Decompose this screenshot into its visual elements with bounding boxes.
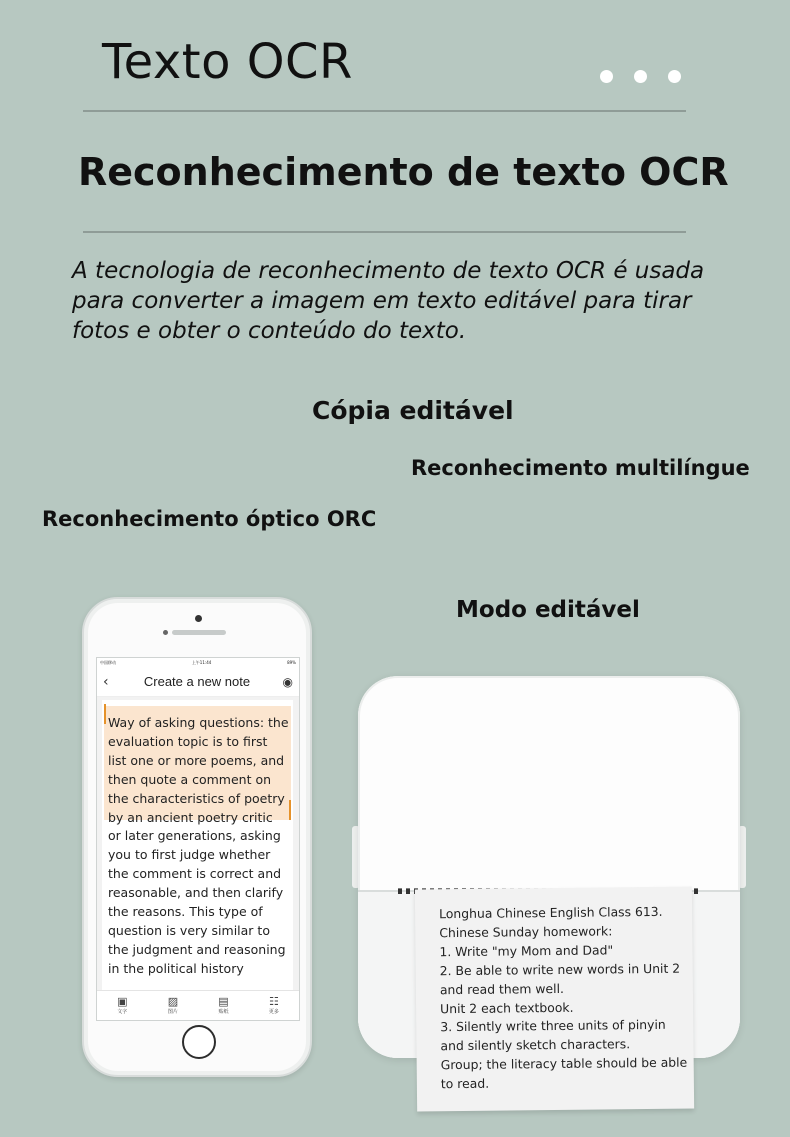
image-icon: ▨ — [167, 995, 179, 1008]
note-line: the comment is correct and — [108, 866, 282, 882]
tab-label: 更多 — [268, 1009, 279, 1015]
phone-screen — [96, 657, 300, 1021]
page-title: Texto OCR — [102, 34, 353, 90]
text-icon: ▣ — [117, 995, 128, 1008]
description-text: A tecnologia de reconhecimento de texto OCR é usada para converter a imagem em texto editável para tirar fotos e obter o conteúdo do texto. — [72, 258, 705, 344]
receipt-line: 2. Be able to write new words in Unit 2 — [439, 960, 681, 978]
receipt-line: 1. Write "my Mom and Dad" — [439, 942, 614, 960]
receipt-line: to read. — [440, 1075, 490, 1092]
phone-mockup — [82, 597, 312, 1077]
more-icon: ☷ — [268, 995, 279, 1008]
note-line: or later generations, asking — [108, 828, 281, 844]
feature-optical: Reconhecimento óptico ORC — [42, 507, 377, 531]
receipt-line: Longhua Chinese English Class 613. — [439, 903, 663, 922]
tab-image[interactable] — [168, 996, 178, 1015]
nav-title: Create a new note — [143, 674, 251, 689]
status-time: 上午11:44 — [191, 659, 212, 665]
tab-label: 贴纸 — [218, 1009, 229, 1015]
receipt-line: and read them well. — [439, 980, 564, 997]
divider-top — [83, 110, 686, 112]
divider-bottom — [83, 231, 686, 233]
note-line: reasonable, and then clarify — [108, 885, 284, 901]
feature-editable-mode: Modo editável — [456, 597, 640, 623]
note-line: Way of asking questions: the — [108, 715, 289, 730]
eye-icon[interactable]: ◉ — [282, 674, 293, 689]
tab-label: 图片 — [167, 1009, 178, 1015]
note-line: in the political history — [108, 960, 244, 976]
home-button[interactable] — [182, 1025, 216, 1059]
printed-receipt — [415, 887, 694, 1112]
status-bar — [97, 658, 299, 667]
selection-handle-start[interactable] — [104, 704, 106, 724]
tab-label: 文字 — [117, 1009, 128, 1015]
front-camera — [195, 615, 202, 622]
receipt-line: and silently sketch characters. — [440, 1036, 631, 1054]
note-line: list one or more poems, and — [108, 752, 285, 768]
feature-multilingual: Reconhecimento multilíngue — [411, 456, 750, 480]
receipt-line: Unit 2 each textbook. — [440, 999, 574, 1016]
receipt-line: Chinese Sunday homework: — [439, 923, 613, 941]
note-line: by an ancient poetry critic — [108, 809, 273, 825]
note-line: the characteristics of poetry — [108, 790, 285, 806]
back-chevron-icon[interactable]: ‹ — [103, 673, 109, 690]
status-battery: 89% — [287, 660, 296, 665]
tab-more[interactable] — [269, 996, 279, 1015]
note-line: the judgment and reasoning — [108, 941, 286, 957]
tab-bar — [97, 990, 299, 1020]
note-text — [108, 714, 289, 979]
sticker-icon: ▤ — [218, 995, 229, 1008]
more-dots-icon — [600, 70, 681, 83]
selection-handle-end[interactable] — [289, 800, 291, 820]
note-line: evaluation topic is to first — [108, 733, 268, 749]
status-carrier: 中国移动 — [100, 659, 116, 665]
note-line: the reasons. This type of — [108, 904, 263, 920]
note-line: then quote a comment on — [108, 771, 272, 787]
note-line: question is very similar to — [108, 922, 270, 938]
note-line: you to first judge whether — [108, 847, 271, 863]
nav-bar — [97, 667, 299, 697]
receipt-line: 3. Silently write three units of pinyin — [440, 1017, 666, 1035]
receipt-line: Group; the literacy table should be able — [440, 1054, 688, 1073]
tab-sticker[interactable] — [218, 996, 228, 1015]
tab-text[interactable] — [117, 996, 127, 1015]
section-headline: Reconhecimento de texto OCR — [78, 150, 729, 194]
feature-editable-copy: Cópia editável — [312, 396, 514, 425]
earpiece-speaker — [172, 630, 226, 635]
note-editor[interactable] — [102, 700, 293, 990]
